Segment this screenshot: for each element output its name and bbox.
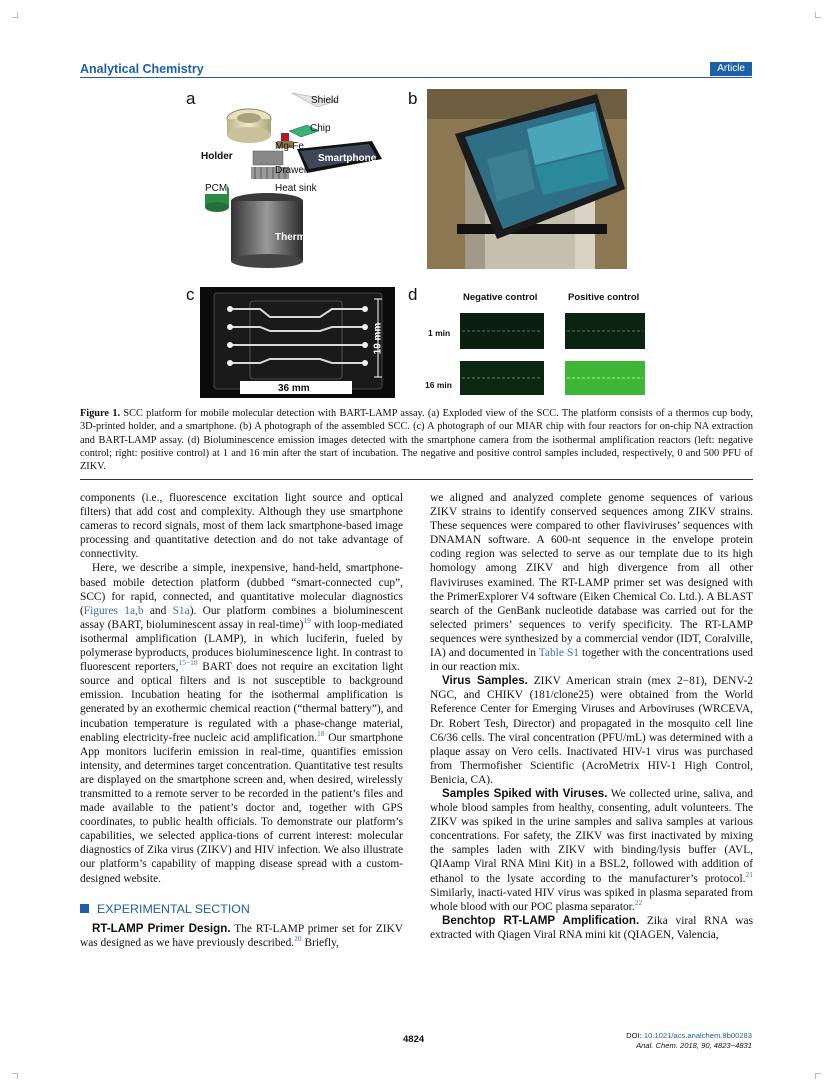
run-in-heading: RT-LAMP Primer Design. bbox=[92, 921, 231, 935]
paragraph-spiked-samples bbox=[430, 787, 753, 914]
supplement-table-link[interactable]: Table S1 bbox=[538, 647, 579, 660]
reference-link[interactable]: 22 bbox=[634, 897, 643, 907]
journal-title[interactable]: Analytical Chemistry bbox=[80, 62, 204, 76]
page-number: 4824 bbox=[403, 1034, 425, 1045]
text-span: Zika viral RNA was extracted with Qiagen Viral RNA mini kit (QIAGEN, Valencia, bbox=[430, 914, 753, 941]
reference-link[interactable]: 18 bbox=[316, 728, 325, 738]
col-header-positive: Positive control bbox=[568, 292, 640, 303]
text-span: ZIKV American strain (mex 2−81), DENV-2 NGC, and CHIKV (181/clone25) were obtained from the World Reference Center for Emerging Viruses and Arboviruses (WRCEVA, Dr. Robert Tesh, Director) and propagated in the mosquito cell line C6/36 cells. The viral concentration (PFU/mL) was determined with a plaque assay on Vero cells. Inactivated HIV-1 virus was purchased from Thermofisher Scientific (AcroMetrix HIV-1 High Control, Benicia, CA). bbox=[430, 675, 753, 786]
label-19mm: 19 mm bbox=[372, 322, 384, 355]
panel-c-chip-photo bbox=[200, 287, 395, 398]
col-header-negative: Negative control bbox=[463, 292, 538, 303]
footer-citation bbox=[626, 1031, 752, 1051]
label-thermos-cup-body: Thermos cup body bbox=[275, 232, 365, 243]
reference-link[interactable]: 19 bbox=[303, 616, 311, 626]
crop-mark bbox=[815, 12, 821, 18]
crop-mark bbox=[12, 1073, 18, 1079]
run-in-heading: Benchtop RT-LAMP Amplification. bbox=[442, 913, 640, 927]
label-mgfe: Mg-Fe bbox=[275, 141, 304, 152]
row-label-16min: 16 min bbox=[425, 380, 452, 390]
panel-d-emission-images bbox=[420, 287, 650, 398]
section-square-icon bbox=[80, 904, 89, 913]
paragraph-primer-continued bbox=[430, 491, 753, 674]
text-span: with loop-mediated isothermal amplification (LAMP), in which luciferin, fueled by polymerase byproducts, produces bioluminescence light. In contrast to fluorescent reporters, bbox=[80, 618, 403, 674]
text-span: BART does not require an excitation light source and optical filters and is not susceptible to background emission. Incubation heating for the isothermal amplification is generated by an exothermic chemical reaction (“thermal battery”), and incubation temperature is regulated with a phase-change material, enabling electricity-free nucleic acid amplification. bbox=[80, 661, 403, 744]
image-pos-1min bbox=[565, 313, 645, 349]
panel-letter-d: d bbox=[408, 285, 418, 304]
run-in-heading: Samples Spiked with Viruses. bbox=[442, 786, 608, 800]
figure-caption bbox=[80, 407, 753, 480]
panel-b-photo bbox=[427, 89, 627, 269]
label-pcm: PCM bbox=[205, 183, 228, 194]
paragraph-scc-intro bbox=[80, 561, 403, 885]
image-neg-16min bbox=[460, 361, 544, 395]
panel-letter-a: a bbox=[186, 89, 196, 108]
text-span: Similarly, inacti-vated HIV virus was spiked in plasma separated from whole blood with our POC plasma separator. bbox=[430, 886, 753, 913]
section-heading bbox=[80, 902, 403, 916]
reference-link[interactable]: 15−18 bbox=[178, 658, 198, 668]
text-span: Here, we describe a simple, inexpensive, hand-held, smartphone-based mobile detection platform (dubbed “smart-connected cup”, SCC) for rapid, connected, and quantitative molecular diagnostics ( bbox=[80, 562, 403, 617]
figure-link[interactable]: Figures 1a,b bbox=[83, 604, 144, 617]
doi-prefix: DOI: bbox=[626, 1031, 644, 1040]
paragraph-primer-design bbox=[80, 922, 403, 950]
text-span: ). Our platform combines a bioluminescent assay (BART, bioluminescent assay in real-time) bbox=[80, 604, 403, 631]
text-span: and bbox=[143, 604, 173, 617]
doi-line bbox=[626, 1031, 752, 1041]
image-neg-1min bbox=[460, 313, 544, 349]
text-span: we aligned and analyzed complete genome sequences of various ZIKV strains to identify conserved sequences among ZIKV strains. These sequences were compared to other flaviviruses’ sequences with DNAMAN software. A 600-nt sequence in the envelope protein coding region was selected to serve as our template due to its high homology among ZIKV and high divergence from all other flaviviruses examined. The RT-LAMP primer set was designed with the PrimerExplorer V4 software (Eiken Chemical Co. Ltd.). A BLAST search of the GenBank nucleotide database was carried out for the selected primers’ sequences to verify specificity. The RT-LAMP sequences were synthesized by a commercial vendor (IDT, Coralville, IA) and documented in bbox=[430, 492, 753, 660]
article-type-badge: Article bbox=[710, 62, 752, 76]
label-chip: Chip bbox=[310, 123, 331, 134]
text-span: We collected urine, saliva, and whole blood samples from healthy, consenting, adult volunteers. The ZIKV was spiked in the urine samples and saliva samples at various concentrations. For safety, the ZIKV was first inactivated by mixing the samples laden with ZIKV with binding/lysis buffer (AVL, QIAamp Viral RNA Mini Kit) in a BSL2, followed with addition of ethanol to the lysate according to the manufacturer’s protocol. bbox=[430, 787, 754, 885]
miar-chip-photo bbox=[200, 287, 395, 398]
reference-link[interactable]: 20 bbox=[294, 934, 302, 944]
paragraph: components (i.e., fluorescence excitation light source and optical filters) that add cost and complexity. Although they use smartphone cameras to record signals, most of them lack smartphone-based image processing and quantitative detection and do not take advantage of connectivity. bbox=[80, 492, 403, 561]
label-drawer: Drawer bbox=[275, 165, 308, 176]
text-span: The RT-LAMP primer set for ZIKV was designed as we have previously described. bbox=[80, 922, 403, 949]
label-shield: Shield bbox=[311, 95, 339, 106]
crop-mark bbox=[12, 12, 18, 18]
paragraph-benchtop-lamp bbox=[430, 914, 753, 942]
label-heat-sink: Heat sink bbox=[275, 183, 317, 194]
row-label-1min: 1 min bbox=[428, 328, 451, 338]
crop-mark bbox=[815, 1073, 821, 1079]
run-in-heading: Virus Samples. bbox=[442, 674, 528, 688]
caption-text: SCC platform for mobile molecular detection with BART-LAMP assay. (a) Exploded view of the SCC. The platform consists of a thermos cup body, 3D-printed holder, and a smartphone. (b) A photograph of the assembled SCC. (c) A photograph of our MIAR chip with four reactors for on-chip NA extraction and BART-LAMP assay. (d) Bioluminescence emission images detected with the smartphone camera from the isothermal amplification reactors (left: negative control; right: positive control) at 1 and 16 min after the start of incubation. The negative and positive control samples included, respectively, 0 and 500 PFU of ZIKV. bbox=[80, 408, 753, 473]
text-span: together with the concentrations used in our reaction mix. bbox=[430, 647, 753, 674]
label-36mm: 36 mm bbox=[278, 383, 310, 394]
right-column bbox=[430, 491, 753, 942]
label-holder: Holder bbox=[201, 151, 233, 162]
left-column bbox=[80, 491, 403, 950]
citation-line: Anal. Chem. 2018, 90, 4823−4831 bbox=[636, 1041, 752, 1050]
emission-image-grid bbox=[420, 287, 650, 398]
text-span: Our smartphone App monitors luciferin emission in real-time, quantifies emission intensity, and determines target concentration. Quantitative test results are displayed on the smartphone screen and, when desired, wirelessly transmitted to a remote server to be recorded in the patient’s files and made available to the patient’s doctor and, together with GPS coordinates, to public health officials. To demonstrate our platform’s capabilities, we selected applica-tions of current interest: molecular diagnostics of Zika virus (ZIKV) and HIV infection. We also illustrate our platform’s capability of mapping disease spread with a custom-designed website. bbox=[80, 731, 403, 885]
paragraph-virus-samples bbox=[430, 674, 753, 787]
label-smartphone: Smartphone bbox=[318, 153, 377, 164]
caption-label: Figure 1. bbox=[80, 408, 121, 419]
panel-letter-b: b bbox=[408, 89, 418, 108]
reference-link[interactable]: 21 bbox=[745, 869, 753, 879]
running-header bbox=[80, 62, 752, 78]
section-title: EXPERIMENTAL SECTION bbox=[97, 901, 250, 916]
panel-a-exploded-view bbox=[197, 89, 402, 269]
text-span: Briefly, bbox=[301, 936, 339, 949]
assembled-scc-photo bbox=[427, 89, 627, 269]
supplement-link[interactable]: S1a bbox=[172, 604, 190, 617]
doi-link[interactable]: 10.1021/acs.analchem.8b00283 bbox=[643, 1031, 752, 1040]
panel-letter-c: c bbox=[186, 285, 195, 304]
image-pos-16min bbox=[565, 361, 645, 395]
